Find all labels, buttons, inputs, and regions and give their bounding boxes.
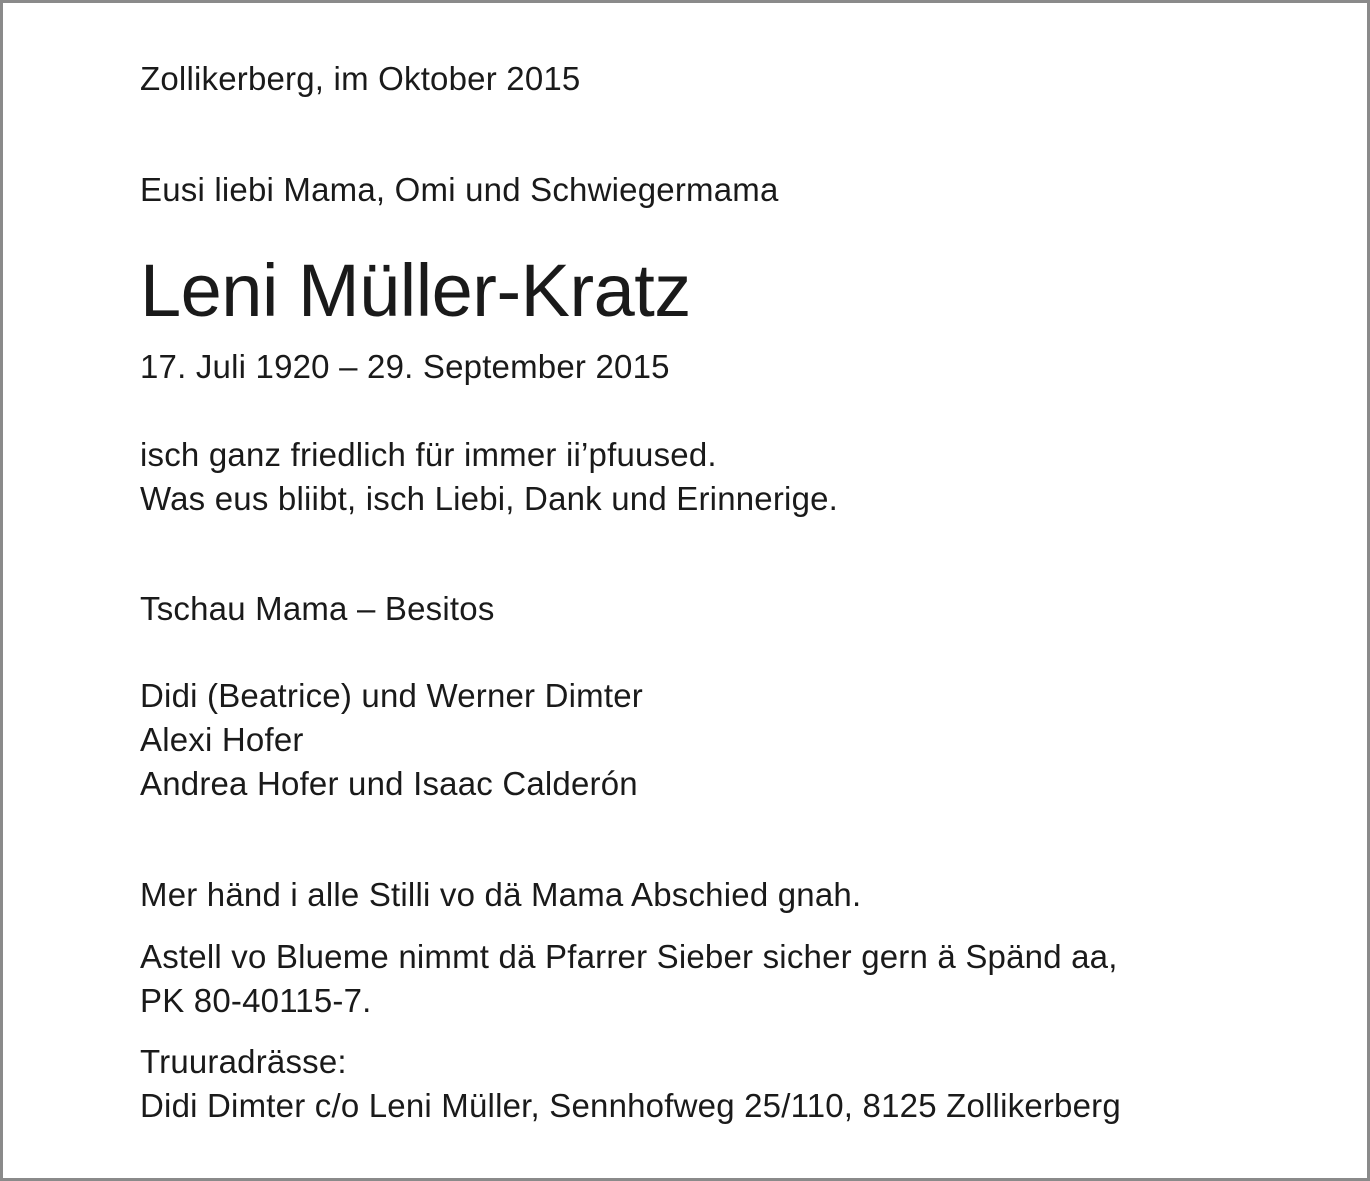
intro-line: Eusi liebi Mama, Omi und Schwiegermama <box>140 171 779 208</box>
message-line: Was eus bliibt, isch Liebi, Dank und Erinnerige. <box>140 480 839 517</box>
mourner-line: Alexi Hofer <box>140 721 304 758</box>
service-note: Mer händ i alle Stilli vo dä Mama Abschied gnah. <box>140 876 862 913</box>
life-dates: 17. Juli 1920 – 29. September 2015 <box>140 348 670 385</box>
mourning-address: Didi Dimter c/o Leni Müller, Sennhofweg 25/110, 8125 Zollikerberg <box>140 1087 1121 1124</box>
farewell-line: Tschau Mama – Besitos <box>140 590 495 627</box>
mourner-line: Andrea Hofer und Isaac Calderón <box>140 765 638 802</box>
place-date: Zollikerberg, im Oktober 2015 <box>140 60 581 97</box>
mourner-line: Didi (Beatrice) und Werner Dimter <box>140 677 643 714</box>
message-line: isch ganz friedlich für immer ii’pfuused. <box>140 436 717 473</box>
donation-line: PK 80-40115-7. <box>140 982 372 1019</box>
deceased-name: Leni Müller-Kratz <box>140 249 691 332</box>
address-label: Truuradrässe: <box>140 1043 347 1080</box>
donation-line: Astell vo Blueme nimmt dä Pfarrer Sieber sicher gern ä Spänd aa, <box>140 938 1118 975</box>
